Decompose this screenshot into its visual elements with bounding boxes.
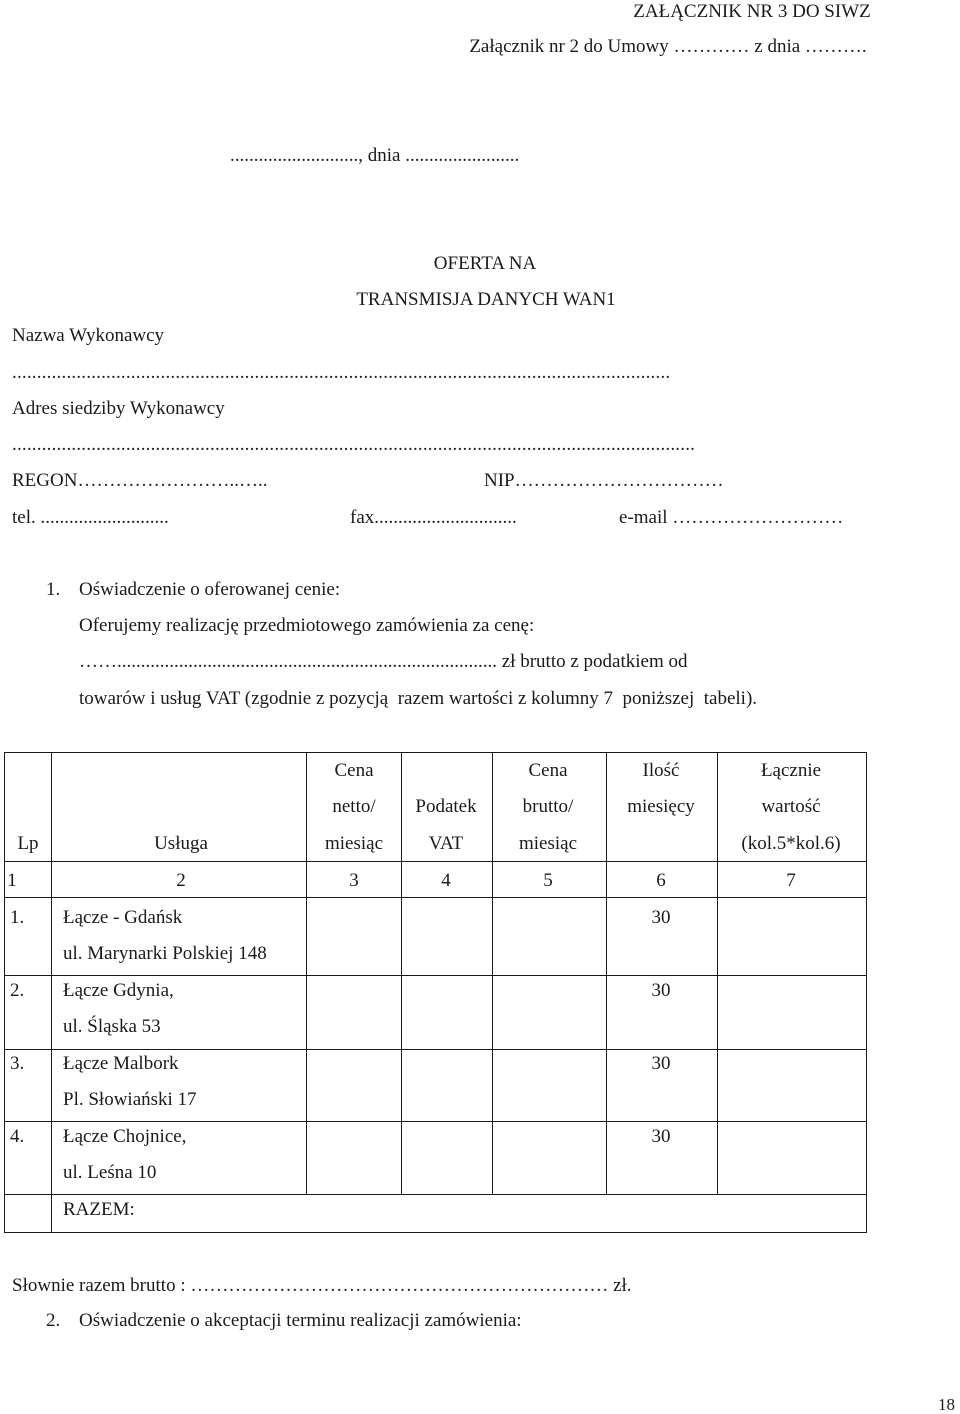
row-service: Łącze Malbork: [63, 1053, 179, 1074]
col-number: 3: [349, 870, 359, 891]
page-number: 18: [938, 1395, 955, 1414]
contractor-address-label: Adres siedziby Wykonawcy: [12, 398, 225, 419]
annex-label: Załącznik nr 2 do Umowy ………… z dnia ……….: [469, 36, 867, 57]
section1-number: 1.: [46, 579, 61, 600]
col-header-total: Łącznie: [760, 760, 822, 781]
col-header-vat: Podatek: [415, 796, 477, 817]
row-months: 30: [651, 1053, 671, 1074]
row-lp: 3.: [10, 1053, 25, 1074]
col-number: 6: [656, 870, 666, 891]
col-header-net-price: netto/: [332, 796, 376, 817]
row-address: ul. Śląska 53: [63, 1016, 161, 1037]
words-total-line: Słownie razem brutto : ………………………………………………………… zł.: [12, 1275, 632, 1296]
email-field: e-mail ………………………: [619, 507, 844, 528]
nip-field: NIP……………………………: [484, 470, 724, 491]
total-label: RAZEM:: [63, 1199, 135, 1220]
col-header-lp: Lp: [17, 833, 39, 854]
col-header-total: wartość: [761, 796, 821, 817]
place-date-line: ..........................., dnia ........................: [230, 145, 520, 166]
col-header-net-price: miesiąc: [324, 833, 384, 854]
section2-heading: Oświadczenie o akceptacji terminu realizacji zamówienia:: [79, 1310, 522, 1331]
col-header-vat: VAT: [428, 833, 464, 854]
col-header-months: Ilość: [642, 760, 680, 781]
fax-field: fax..............................: [350, 507, 517, 528]
row-lp: 4.: [10, 1126, 25, 1147]
col-header-gross-price: Cena: [528, 760, 568, 781]
col-header-service: Usługa: [154, 833, 208, 854]
offer-subtitle: TRANSMISJA DANYCH WAN1: [356, 289, 616, 310]
col-number: 4: [441, 870, 451, 891]
col-number: 5: [543, 870, 553, 891]
section1-heading: Oświadczenie o oferowanej cenie:: [79, 579, 341, 600]
row-service: Łącze - Gdańsk: [63, 907, 183, 928]
contractor-name-field: .....................................................................................................................................: [12, 362, 671, 383]
contractor-address-field: ..........................................................................................................................................: [12, 434, 696, 455]
tel-field: tel. ...........................: [12, 507, 169, 528]
col-header-gross-price: brutto/: [522, 796, 574, 817]
regon-field: REGON……………………..…..: [12, 470, 268, 491]
row-lp: 1.: [10, 907, 25, 928]
section1-price-line: ……................................................................................ zł brutto z podatkiem od: [79, 651, 688, 672]
row-months: 30: [651, 907, 671, 928]
row-address: ul. Marynarki Polskiej 148: [63, 943, 267, 964]
row-service: Łącze Chojnice,: [63, 1126, 187, 1147]
row-lp: 2.: [10, 980, 25, 1001]
contractor-name-label: Nazwa Wykonawcy: [12, 325, 165, 346]
col-number: 7: [786, 870, 796, 891]
col-header-gross-price: miesiąc: [518, 833, 578, 854]
row-service: Łącze Gdynia,: [63, 980, 174, 1001]
row-months: 30: [651, 980, 671, 1001]
section2-number: 2.: [46, 1310, 61, 1331]
col-header-months: miesięcy: [627, 796, 695, 817]
section1-line3: towarów i usług VAT (zgodnie z pozycją razem wartości z kolumny 7 poniższej tabeli).: [79, 688, 758, 709]
col-number: 1: [7, 870, 17, 891]
row-address: ul. Leśna 10: [63, 1162, 157, 1183]
col-header-net-price: Cena: [334, 760, 374, 781]
row-address: Pl. Słowiański 17: [63, 1089, 197, 1110]
col-number: 2: [176, 870, 186, 891]
row-months: 30: [651, 1126, 671, 1147]
col-header-total: (kol.5*kol.6): [741, 833, 841, 854]
attachment-label: ZAŁĄCZNIK NR 3 DO SIWZ: [633, 1, 871, 22]
section1-line1: Oferujemy realizację przedmiotowego zamówienia za cenę:: [79, 615, 535, 636]
offer-title: OFERTA NA: [433, 253, 537, 274]
